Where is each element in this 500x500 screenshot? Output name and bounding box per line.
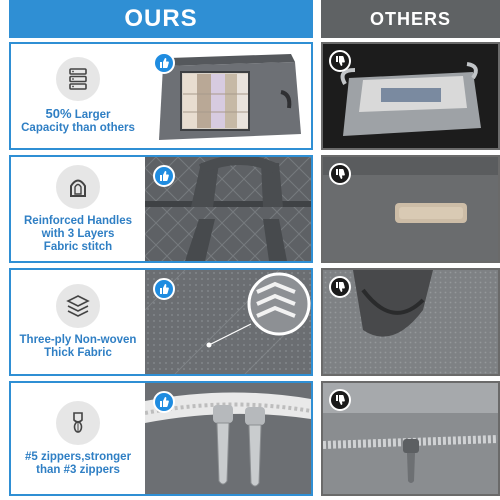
database-stack-icon: [56, 57, 100, 101]
thumbs-up-icon: [153, 165, 175, 187]
feature-handles-text: [24, 215, 132, 254]
feature-fabric: [11, 270, 145, 374]
others-panel: [321, 268, 500, 376]
ours-zipper-photo: [145, 383, 311, 494]
comparison-row-fabric: [9, 268, 500, 376]
handles-line1: Reinforced Handles: [24, 214, 132, 227]
ours-fabric-photo: [145, 270, 311, 374]
capacity-line2: Capacity than others: [21, 122, 135, 134]
others-panel: [321, 155, 500, 263]
feature-zippers-text: [25, 451, 131, 477]
ours-panel: [9, 268, 313, 376]
zippers-line1: #5 zippers,stronger: [24, 450, 132, 463]
feature-capacity-text: [21, 107, 135, 135]
thumbs-down-icon: [329, 50, 351, 72]
comparison-row-handles: [9, 155, 500, 263]
ours-handle-photo: [145, 157, 311, 261]
thumbs-up-icon: [153, 52, 175, 74]
thumbs-down-icon: [329, 276, 351, 298]
zipper-icon: [56, 401, 100, 445]
capacity-highlight: 50%: [45, 106, 72, 121]
fabric-line1: Three-ply Non-woven: [19, 334, 137, 346]
others-panel: [321, 42, 500, 150]
ours-panel: [9, 155, 313, 263]
feature-fabric-text: [20, 334, 137, 360]
feature-capacity: [11, 44, 145, 148]
thumbs-down-icon: [329, 389, 351, 411]
thumbs-down-icon: [329, 163, 351, 185]
ours-panel: [9, 42, 313, 150]
ours-bag-photo: [145, 44, 311, 148]
ours-panel: [9, 381, 313, 496]
thumbs-up-icon: [153, 391, 175, 413]
feature-handles: [11, 157, 145, 261]
comparison-row-capacity: [9, 42, 500, 150]
capacity-line1: Larger: [71, 109, 111, 121]
handle-icon: [56, 165, 100, 209]
handles-line3: Fabric stitch: [43, 240, 113, 253]
thumbs-up-icon: [153, 278, 175, 300]
handles-line2: with 3 Layers: [41, 227, 115, 240]
ours-header: OURS: [9, 0, 313, 38]
feature-zippers: [11, 383, 145, 494]
others-header: OTHERS: [321, 0, 500, 38]
fabric-line2: Thick Fabric: [44, 347, 112, 359]
others-panel: [321, 381, 500, 496]
zippers-line2: than #3 zippers: [36, 463, 120, 476]
comparison-row-zippers: [9, 381, 500, 496]
layers-icon: [56, 284, 100, 328]
